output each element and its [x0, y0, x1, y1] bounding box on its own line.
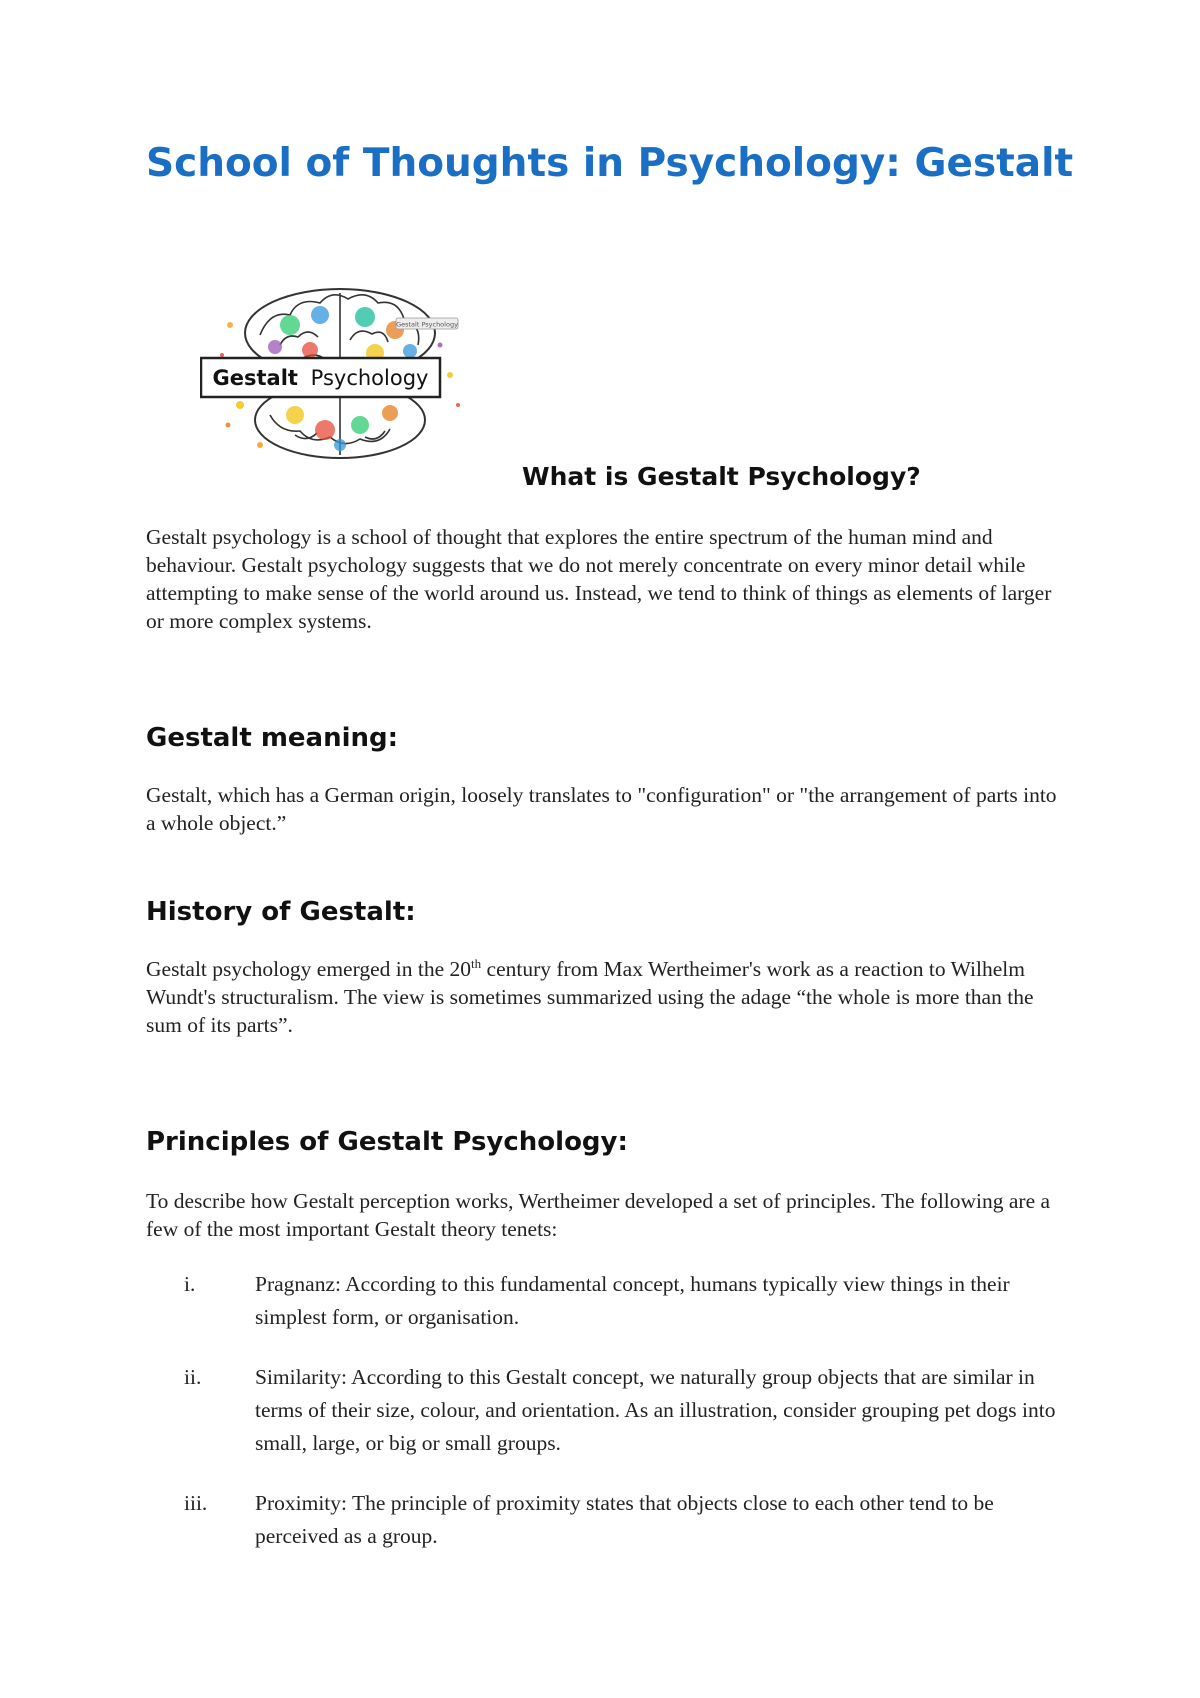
meaning-paragraph: Gestalt, which has a German origin, loosely translates to "configuration" or "the arrangement of parts into a whole object.” [146, 783, 1057, 835]
principles-heading: Principles of Gestalt Psychology: [146, 1127, 628, 1157]
principles-intro: To describe how Gestalt perception works, Wertheimer developed a set of principles. The following are a few of the most important Gestalt theory tenets: [146, 1189, 1051, 1241]
gestalt-brain-illustration [200, 285, 480, 465]
list-item [146, 1268, 1076, 1334]
list-item-text: Similarity: According to this Gestalt concept, we naturally group objects that are similar in terms of their size, colour, and orientation. As an illustration, consider grouping pet dogs into small, large, or big or small groups. [255, 1365, 1056, 1455]
svg-text:Gestalt Psychology [213, 366, 429, 390]
history-paragraph [146, 955, 1066, 1039]
principles-list [146, 1268, 1076, 1580]
document-title: School of Thoughts in Psychology: Gestalt [146, 141, 1074, 186]
history-text-before: Gestalt psychology emerged in the 20 [146, 957, 472, 981]
list-item-text: Pragnanz: According to this fundamental concept, humans typically view things in their simplest form, or organisation. [255, 1272, 1010, 1329]
history-text-after: century from Max Wertheimer's work as a reaction to Wilhelm Wundt's structuralism. The view is sometimes summarized using the adage “the whole is more than the sum of its parts”. [146, 957, 1034, 1037]
list-item [146, 1361, 1076, 1460]
figure-tag: Gestalt Psychology [396, 320, 458, 329]
list-item-number: ii. [184, 1365, 202, 1389]
list-item-number: iii. [184, 1491, 208, 1515]
list-item-number: i. [184, 1272, 196, 1296]
meaning-heading: Gestalt meaning: [146, 723, 399, 753]
history-heading: History of Gestalt: [146, 897, 416, 927]
list-item-text: Proximity: The principle of proximity states that objects close to each other tend to be perceived as a group. [255, 1491, 994, 1548]
brain-graphic [200, 285, 480, 465]
figure-label-bold: Gestalt [212, 366, 298, 390]
section-subtitle: What is Gestalt Psychology? [522, 462, 921, 491]
list-item [146, 1487, 1076, 1553]
intro-paragraph: Gestalt psychology is a school of thought that explores the entire spectrum of the human mind and behaviour. Gestalt psychology suggests that we do not merely concentrate on every minor detail while attempting to make sense of the world around us. Instead, we tend to think of things as elements of larger or more complex systems. [146, 525, 1052, 633]
history-superscript: th [471, 955, 482, 971]
figure-label-regular: Psychology [310, 366, 429, 390]
